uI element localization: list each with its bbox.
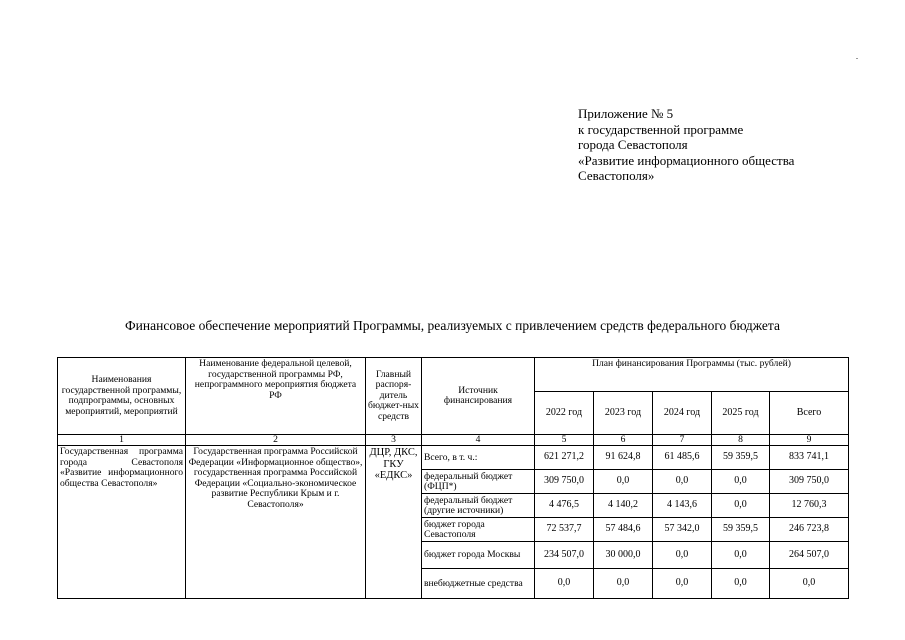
- program-name-cell: Государственная программа города Севастополя «Развитие информационного общества Севастополя»: [58, 446, 186, 599]
- value-cell: 0,0: [712, 470, 770, 494]
- value-cell: 246 723,8: [770, 518, 849, 542]
- header-year: 2023 год: [594, 392, 653, 435]
- column-number: 8: [712, 435, 770, 446]
- source-cell: федеральный бюджет (ФЦП*): [422, 470, 535, 494]
- value-cell: 57 484,6: [594, 518, 653, 542]
- column-number: 5: [535, 435, 594, 446]
- value-cell: 61 485,6: [653, 446, 712, 470]
- column-number: 3: [366, 435, 422, 446]
- scan-speck: [856, 58, 858, 59]
- value-cell: 0,0: [712, 542, 770, 569]
- financing-table: [57, 357, 849, 599]
- appendix-line: Приложение № 5: [578, 106, 674, 121]
- column-number: 4: [422, 435, 535, 446]
- appendix-line: Севастополя»: [578, 168, 655, 183]
- document-title: Финансовое обеспечение мероприятий Программы, реализуемых с привлечением средств федерального бюджета: [125, 318, 780, 333]
- value-cell: 0,0: [594, 470, 653, 494]
- value-cell: 234 507,0: [535, 542, 594, 569]
- value-cell: 309 750,0: [535, 470, 594, 494]
- value-cell: 57 342,0: [653, 518, 712, 542]
- source-cell: бюджет города Москвы: [422, 542, 535, 569]
- header-year: 2022 год: [535, 392, 594, 435]
- value-cell: 4 140,2: [594, 494, 653, 518]
- value-cell: 621 271,2: [535, 446, 594, 470]
- value-cell: 4 476,5: [535, 494, 594, 518]
- header-year: 2024 год: [653, 392, 712, 435]
- source-cell: федеральный бюджет (другие источники): [422, 494, 535, 518]
- column-number: 1: [58, 435, 186, 446]
- header-plan: План финансирования Программы (тыс. рублей): [535, 358, 849, 392]
- appendix-block: [578, 106, 794, 184]
- source-cell: внебюджетные средства: [422, 569, 535, 599]
- value-cell: 4 143,6: [653, 494, 712, 518]
- value-cell: 59 359,5: [712, 446, 770, 470]
- value-cell: 12 760,3: [770, 494, 849, 518]
- value-cell: 0,0: [535, 569, 594, 599]
- column-number: 6: [594, 435, 653, 446]
- value-cell: 0,0: [712, 494, 770, 518]
- value-cell: 309 750,0: [770, 470, 849, 494]
- appendix-line: к государственной программе: [578, 121, 744, 137]
- value-cell: 91 624,8: [594, 446, 653, 470]
- value-cell: 0,0: [770, 569, 849, 599]
- value-cell: 833 741,1: [770, 446, 849, 470]
- column-number: 7: [653, 435, 712, 446]
- value-cell: 0,0: [653, 542, 712, 569]
- manager-cell: ДЦР, ДКС, ГКУ «ЕДКС»: [366, 446, 422, 599]
- value-cell: 59 359,5: [712, 518, 770, 542]
- federal-program-cell: Государственная программа Российской Федерации «Информационное общество», государственная программа Российской Федерации «Социально-экономическое развитие Республики Крым и г. Севастополя»: [186, 446, 366, 599]
- header-year: 2025 год: [712, 392, 770, 435]
- header-total: Всего: [770, 392, 849, 435]
- column-number: 2: [186, 435, 366, 446]
- value-cell: 0,0: [594, 569, 653, 599]
- value-cell: 72 537,7: [535, 518, 594, 542]
- source-cell: бюджет города Севастополя: [422, 518, 535, 542]
- header-manager: Главный распоря-дитель бюджет-ных средств: [366, 358, 422, 435]
- value-cell: 0,0: [712, 569, 770, 599]
- value-cell: 264 507,0: [770, 542, 849, 569]
- table-row: [58, 446, 849, 470]
- column-number: 9: [770, 435, 849, 446]
- header-program-name: Наименования государственной программы, подпрограммы, основных мероприятий, мероприятий: [58, 358, 186, 435]
- header-source: Источник финансирования: [422, 358, 535, 435]
- source-cell: Всего, в т. ч.:: [422, 446, 535, 470]
- value-cell: 0,0: [653, 470, 712, 494]
- value-cell: 30 000,0: [594, 542, 653, 569]
- appendix-line: города Севастополя: [578, 137, 688, 152]
- column-number-row: [58, 435, 849, 446]
- appendix-line: «Развитие информационного общества: [578, 152, 795, 168]
- value-cell: 0,0: [653, 569, 712, 599]
- header-federal-program: Наименование федеральной целевой, государственной программы РФ, непрограммного мероприятия бюджета РФ: [186, 358, 366, 435]
